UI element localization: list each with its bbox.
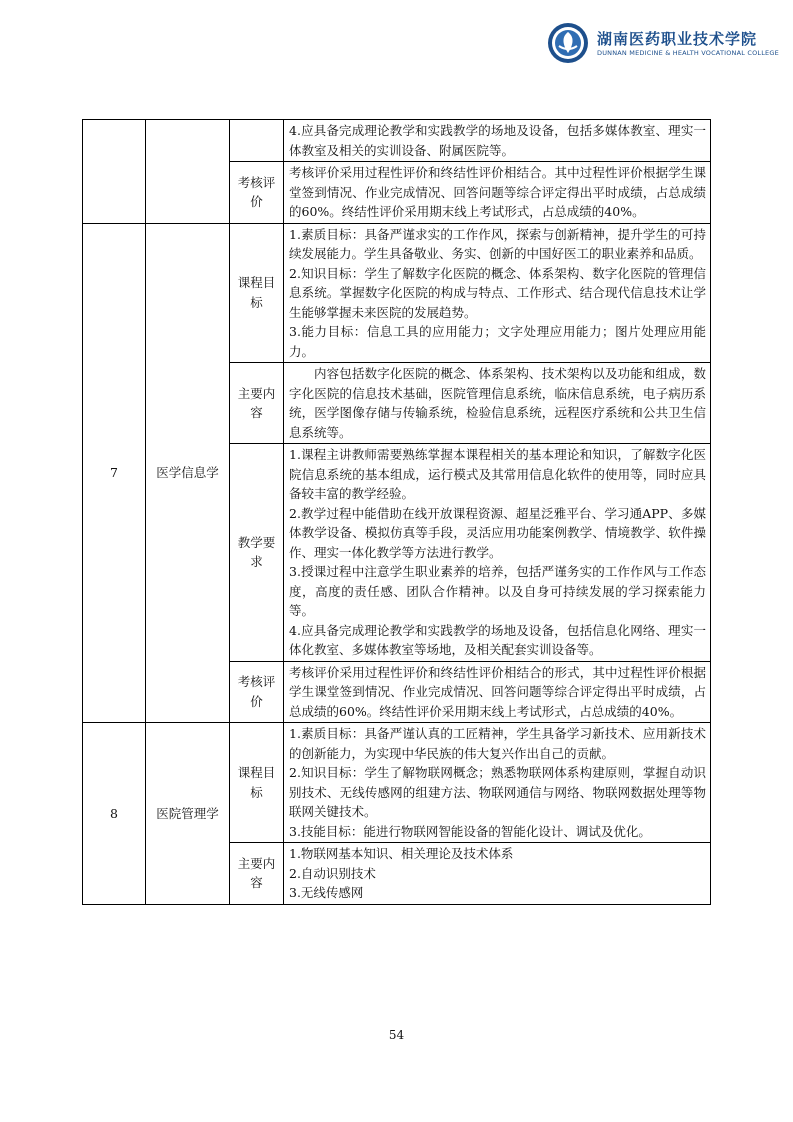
college-logo (547, 22, 779, 64)
content-item: 1.物联网基本知识、相关理论及技术体系 (289, 846, 514, 861)
goal-item: 3.能力目标：信息工具的应用能力；文字处理应用能力；图片处理应用能力。 (289, 324, 706, 359)
content-item: 2.自动识别技术 (289, 865, 376, 881)
cell-course-goals (284, 223, 711, 363)
college-name-en: DUNNAN MEDICINE & HEALTH VOCATIONAL COLLEGE (597, 49, 779, 57)
cell-evaluation: 考核评价采用过程性评价和终结性评价相结合的形式，其中过程性评价根据学生课堂签到情况、作业完成情况、回答问题等综合评定得出平时成绩，占总成绩的60%。终结性评价采用期末线上考试形式，占总成绩的40%。 (284, 661, 711, 723)
field-label-goals: 课程目标 (230, 723, 284, 843)
cell-course-goals (284, 723, 711, 843)
table-row (83, 120, 711, 162)
table-row (83, 723, 711, 843)
field-label-evaluation: 考核评价 (230, 661, 284, 723)
goal-item: 2.知识目标：学生了解数字化医院的概念、体系架构、数字化医院的管理信息系统。掌握数字化医院的构成与特点、工作形式、结合现代信息技术让学生能够掌握未来医院的发展趋势。 (289, 265, 706, 320)
requirement-item: 2.教学过程中能借助在线开放课程资源、超星泛雅平台、学习通APP、多媒体教学设备、模拟仿真等手段，灵活应用功能案例教学、情境教学、软件操作、理实一体化教学等方法进行教学。 (289, 505, 706, 560)
goal-item: 1.素质目标：具备严谨求实的工作作风，探索与创新精神，提升学生的可持续发展能力。学生具备敬业、务实、创新的中国好医工的职业素养和品质。 (289, 226, 706, 261)
course-number: 8 (83, 723, 146, 905)
goal-item: 3.技能目标：能进行物联网智能设备的智能化设计、调试及优化。 (289, 823, 651, 839)
course-table (82, 119, 711, 905)
goal-item: 1.素质目标：具备严谨认真的工匠精神，学生具备学习新技术、应用新技术的创新能力，为实现中华民族的伟大复兴作出自己的贡献。 (289, 726, 706, 761)
field-label-content: 主要内容 (230, 363, 284, 444)
cell-evaluation: 考核评价采用过程性评价和终结性评价相结合。其中过程性评价根据学生课堂签到情况、作业完成情况、回答问题等综合评定得出平时成绩，占总成绩的60%。终结性评价采用期末线上考试形式，占总成绩的40%。 (284, 162, 711, 224)
college-name-cn: 湖南医药职业技术学院 (597, 30, 758, 48)
college-emblem-icon (547, 22, 589, 64)
goal-item: 2.知识目标：学生了解物联网概念；熟悉物联网体系构建原则，掌握自动识别技术、无线传感网的组建方法、物联网通信与网络、物联网数据处理等物联网关键技术。 (289, 765, 706, 819)
course-number: 7 (83, 223, 146, 723)
requirement-item: 3.授课过程中注意学生职业素养的培养，包括严谨务实的工作作风与工作态度，高度的责任感、团队合作精神。以及自身可持续发展的学习探索能力等。 (289, 564, 706, 618)
course-name: 医学信息学 (146, 223, 230, 723)
requirement-item: 4.应具备完成理论教学和实践教学的场地及设备，包括信息化网络、理实一体化教室、多媒体教室等场地，及相关配套实训设备等。 (289, 622, 706, 657)
content-item: 3.无线传感网 (289, 885, 364, 900)
course-name: 医院管理学 (146, 723, 230, 905)
cell-main-content (284, 843, 711, 905)
cell-teaching-requirement-4: 4.应具备完成理论教学和实践教学的场地及设备，包括多媒体教室、理实一体教室及相关的实训设备、附属医院等。 (284, 120, 711, 162)
field-label-goals: 课程目标 (230, 223, 284, 363)
field-label-content: 主要内容 (230, 843, 284, 905)
field-label-requirements: 教学要求 (230, 444, 284, 662)
cell-teaching-requirements (284, 444, 711, 662)
table-row (83, 223, 711, 363)
field-label-evaluation: 考核评价 (230, 162, 284, 224)
requirement-item: 1.课程主讲教师需要熟练掌握本课程相关的基本理论和知识，了解数字化医院信息系统的基本组成，运行模式及其常用信息化软件的使用等，同时应具备较丰富的教学经验。 (289, 447, 706, 501)
cell-main-content: 内容包括数字化医院的概念、体系架构、技术架构以及功能和组成，数字化医院的信息技术基础，医院管理信息系统，临床信息系统，电子病历系统，医学图像存储与传输系统，检验信息系统，远程医疗系统和公共卫生信息系统等。 (284, 363, 711, 444)
page-number: 54 (388, 1028, 405, 1042)
